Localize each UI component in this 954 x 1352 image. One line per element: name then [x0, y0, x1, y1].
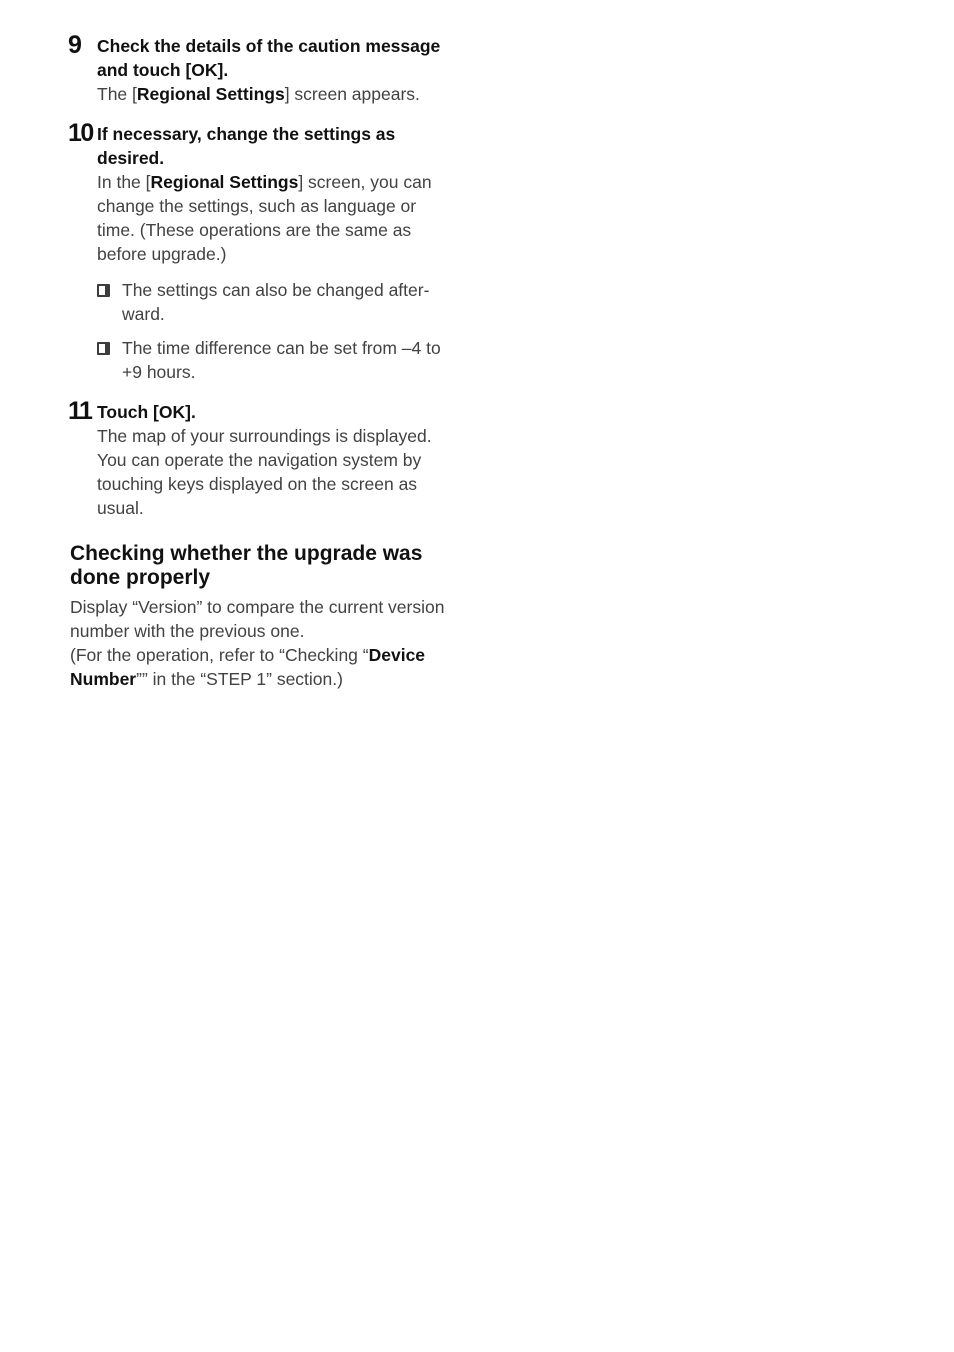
- note-item: [97, 336, 480, 384]
- section-heading: [70, 542, 480, 590]
- step-11-body-line: usual.: [97, 498, 144, 518]
- step-11-body-line: You can operate the navigation system by: [97, 450, 422, 470]
- emphasis-text: Regional Settings: [150, 172, 299, 192]
- note-item: [97, 278, 480, 326]
- step-9: [68, 31, 480, 106]
- text-segment: The [: [97, 84, 137, 104]
- step-10: [68, 119, 480, 384]
- emphasis-text: Number: [70, 669, 137, 689]
- step-10-number: 10: [68, 119, 93, 147]
- step-11-body-line: The map of your surroundings is displayed.: [97, 426, 432, 446]
- step-9-title-line: and touch [OK].: [97, 60, 229, 80]
- text-column: [68, 31, 480, 691]
- step-10-title-line: If necessary, change the settings as: [97, 124, 396, 144]
- section-body-line: [70, 643, 480, 667]
- note-line: The time difference can be set from –4 to: [122, 338, 441, 358]
- step-9-number: 9: [68, 31, 81, 59]
- text-segment: ] screen appears.: [284, 84, 420, 104]
- emphasis-text: Device: [368, 645, 426, 665]
- section-body-line: number with the previous one.: [70, 621, 305, 641]
- note-line: The settings can also be changed after-: [122, 280, 430, 300]
- step-10-body-line: [97, 170, 480, 194]
- section-body-line: Display “Version” to compare the current version: [70, 597, 445, 617]
- step-11-body-line: touching keys displayed on the screen as: [97, 474, 418, 494]
- text-segment: ”” in the “STEP 1” section.): [136, 669, 343, 689]
- step-10-body-line: before upgrade.): [97, 244, 227, 264]
- step-10-title-line: desired.: [97, 148, 165, 168]
- emphasis-text: Regional Settings: [136, 84, 285, 104]
- square-bullet-icon: [97, 342, 110, 355]
- section-heading-line: Checking whether the upgrade was: [70, 542, 423, 565]
- section-body-line: [70, 667, 480, 691]
- section-heading-line: done properly: [70, 566, 211, 589]
- text-segment: In the [: [97, 172, 151, 192]
- square-bullet-icon: [97, 284, 110, 297]
- step-11-title-line: Touch [OK].: [97, 402, 196, 422]
- step-9-title-line: Check the details of the caution message: [97, 36, 441, 56]
- section-upgrade-check: [70, 542, 480, 691]
- step-9-body-line: [97, 82, 480, 106]
- step-10-body-line: change the settings, such as language or: [97, 196, 417, 216]
- step-10-body-line: time. (These operations are the same as: [97, 220, 412, 240]
- note-list: [97, 278, 480, 384]
- note-line: ward.: [122, 304, 165, 324]
- step-11-number: 11: [68, 397, 92, 425]
- note-line: +9 hours.: [122, 362, 196, 382]
- text-segment: ] screen, you can: [298, 172, 432, 192]
- step-11: [68, 397, 480, 520]
- text-segment: (For the operation, refer to “Checking “: [70, 645, 369, 665]
